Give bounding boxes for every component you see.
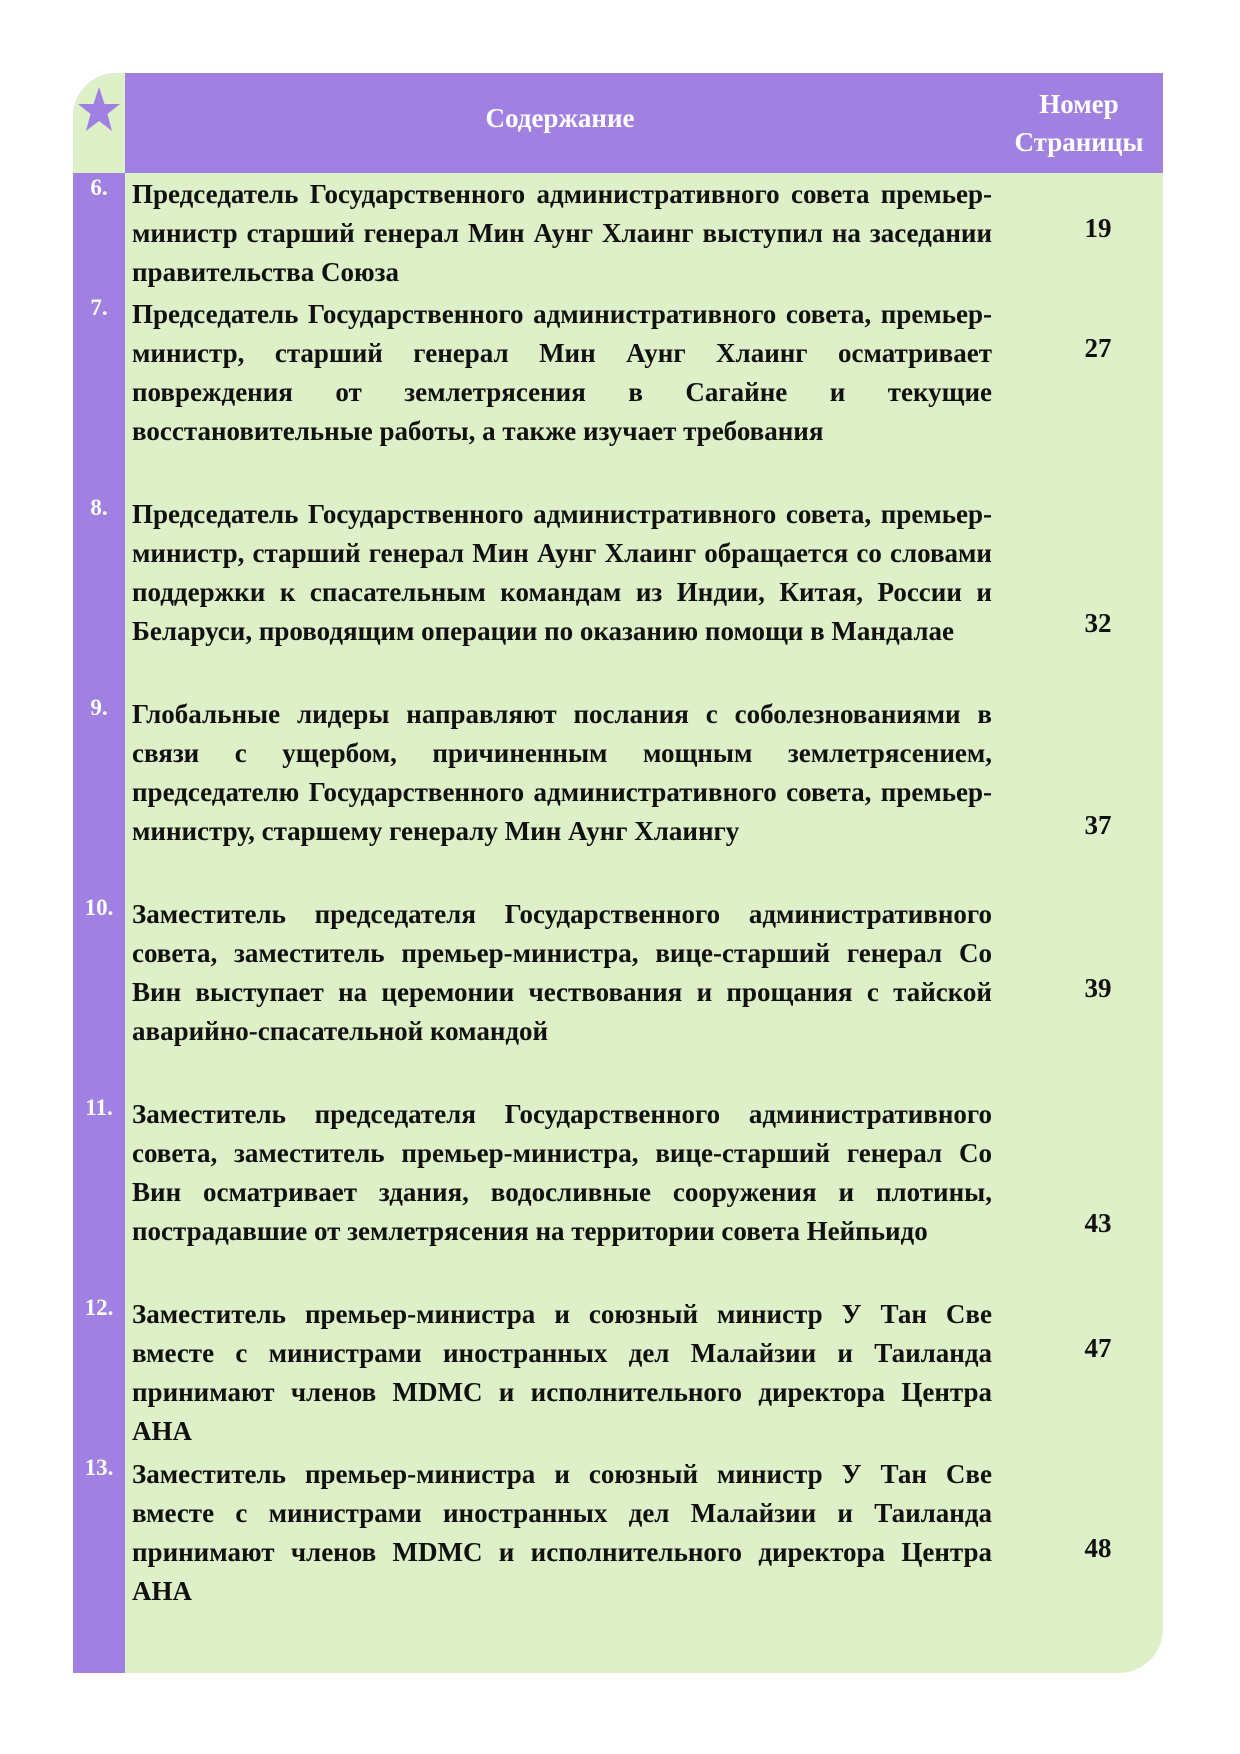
entry-title: Председатель Государственного административного совета премьер-министр старший генерал Мин Аунг Хлаинг выступил на заседании правительства Союза <box>132 179 992 287</box>
page-number-header <box>995 85 1163 161</box>
entry-title: Глобальные лидеры направляют послания с соболезнованиями в связи с ущербом, причиненным мощным землетрясением, председателю Государственного административного совета, премьер-министру, старшему генералу Мин Аунг Хлаингу <box>132 699 992 846</box>
entry-number: 6. <box>90 175 108 200</box>
entry-page: 43 <box>1084 1208 1112 1238</box>
entry-title: Председатель Государственного административного совета, премьер-министр, старший генерал Мин Аунг Хлаинг осматривает повреждения от землетрясения в Сагайне и текущие восстановительные работы, а также изучает требования <box>132 299 992 446</box>
entry-number: 9. <box>90 695 108 720</box>
entry-number: 13. <box>84 1455 114 1480</box>
entry-page: 32 <box>1084 608 1112 638</box>
entry-title: Председатель Государственного административного совета, премьер-министр, старший генерал Мин Аунг Хлаинг обращается со словами поддержки к спасательным командам из Индии, Китая, России и Беларуси, проводящим операции по оказанию помощи в Мандалае <box>132 499 992 646</box>
table-of-contents <box>73 73 1163 1673</box>
page-number-header-line1: Номер <box>1039 89 1119 119</box>
entry-number: 10. <box>84 895 114 920</box>
entry-number: 11. <box>85 1095 113 1120</box>
star-icon <box>78 85 120 135</box>
entry-page: 37 <box>1084 810 1112 840</box>
entry-title: Заместитель премьер-министра и союзный министр У Тан Све вместе с министрами иностранных дел Малайзии и Таиланда принимают членов MDMC и исполнительного директора Центра AHA <box>132 1459 992 1606</box>
entry-number: 8. <box>90 495 108 520</box>
entry-page: 48 <box>1084 1533 1112 1563</box>
entry-title: Заместитель председателя Государственного административного совета, заместитель премьер-министра, вице-старший генерал Со Вин выступает на церемонии чествования и прощания с тайской аварийно-спасательной командой <box>132 899 992 1046</box>
entry-page: 19 <box>1084 213 1112 243</box>
corner-cell <box>73 73 125 173</box>
entry-number: 12. <box>84 1295 114 1320</box>
entry-number: 7. <box>90 295 108 320</box>
entry-title: Заместитель председателя Государственного административного совета, заместитель премьер-министра, вице-старший генерал Со Вин осматривает здания, водосливные сооружения и плотины, пострадавшие от землетрясения на территории совета Нейпьидо <box>132 1099 992 1246</box>
entry-page: 47 <box>1084 1333 1112 1363</box>
entry-title: Заместитель премьер-министра и союзный министр У Тан Све вместе с министрами иностранных дел Малайзии и Таиланда принимают членов MDMC и исполнительного директора Центра AHA <box>132 1299 992 1446</box>
entry-page: 39 <box>1084 973 1112 1003</box>
table-header <box>125 73 1163 173</box>
page-number-header-line2: Страницы <box>1014 127 1144 157</box>
contents-header: Содержание <box>485 103 635 133</box>
entry-page: 27 <box>1084 333 1112 363</box>
